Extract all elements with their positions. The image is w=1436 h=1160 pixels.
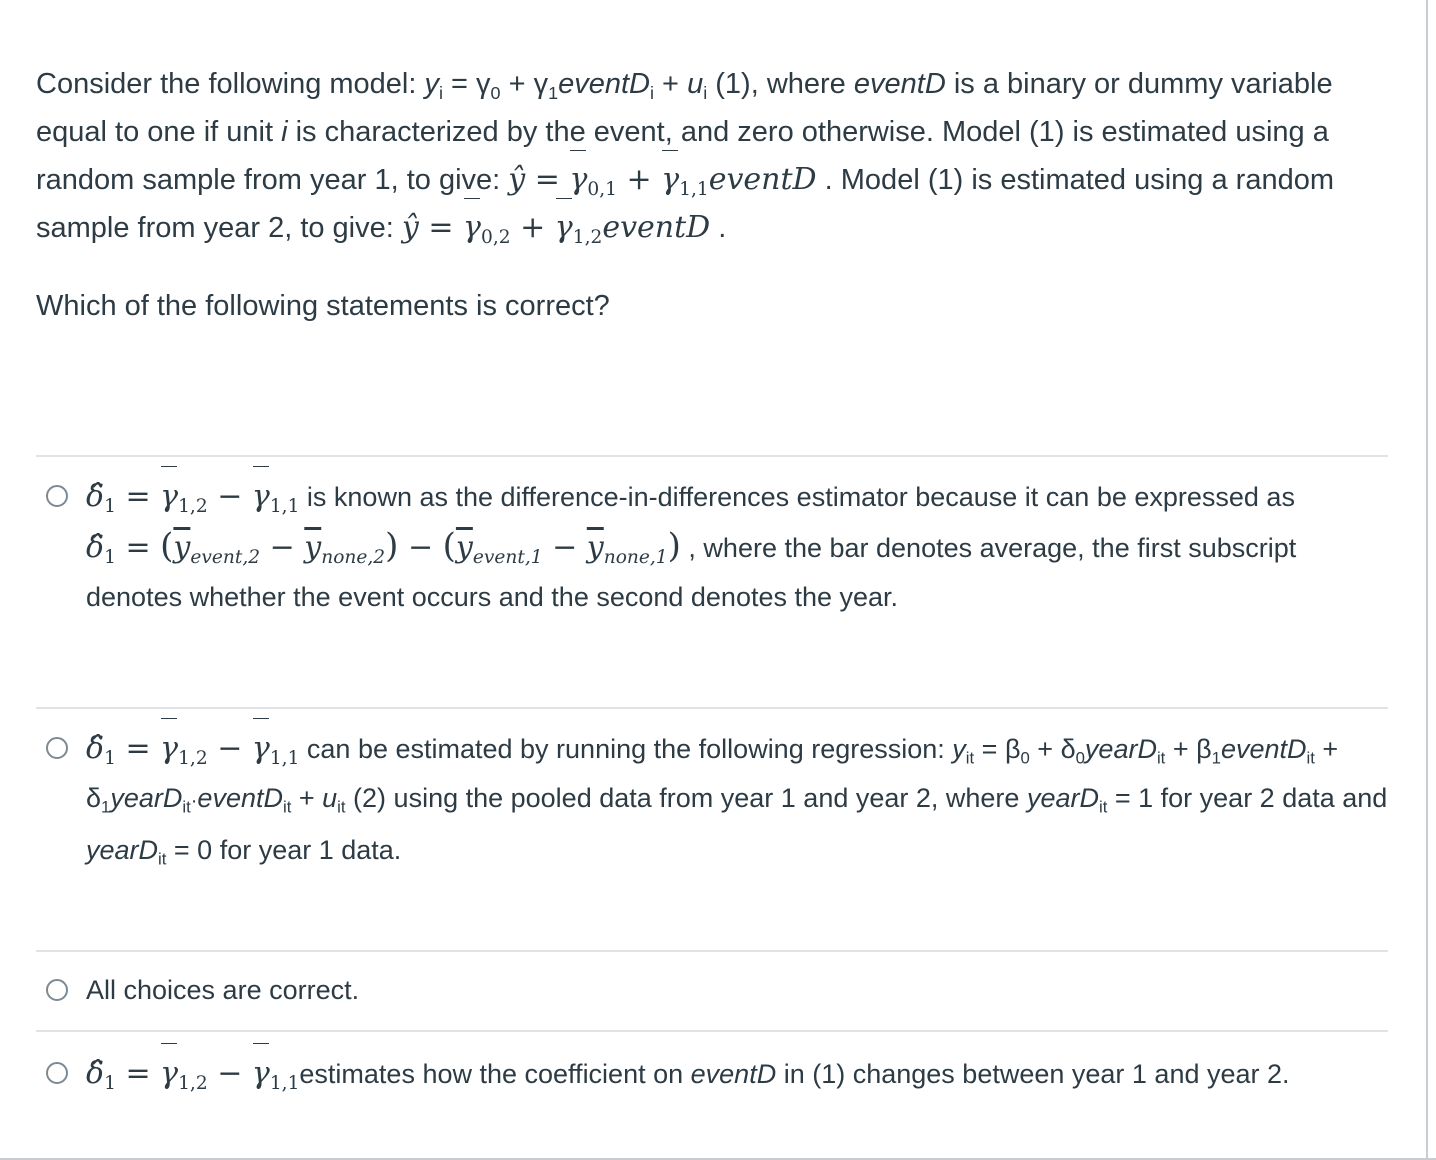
question-intro: Consider the following model: — [36, 68, 425, 100]
choice-divider — [36, 707, 1388, 709]
delta-hat-expression: $\deltâ_1 = \gamma_{1,2} - \gamma_{1,1}$ — [86, 1056, 299, 1091]
regression-equation: $y_{it} = \beta_0$ + $\delta_0yearD_{it}$ + $\beta_1eventD_{it}$ + $\delta_1yearD_{it}\cdot eventD_{it} + u_{it}$ — [86, 734, 1339, 817]
radio-button[interactable] — [46, 979, 68, 1001]
question-stem: Consider the following model: $y_i = \gamma_0$ + $\gamma_1eventD_i + u_i$ (1), where eventD is a binary or dummy variable equal to one if unit i is characterized by the event, and zero otherwise. Model (1) is estimated using a random sample from year 1, to give: ŷ = $\gamma_{0,1}$ + $\gamma_{1,1}eventD$ . Model (1) is estimated using a random sample from year 2, to give: ŷ = $\gamma_{0,2}$ + $\gamma_{1,2}eventD$ . — [36, 60, 1396, 252]
question-year2: Model (1) is estimated using a random sample from year 2, to give: — [36, 164, 1335, 244]
question-text — [36, 60, 1396, 330]
choice-option-1[interactable] — [36, 472, 1388, 622]
radio-button[interactable] — [46, 485, 68, 507]
choice-option-2[interactable] — [36, 724, 1388, 875]
question-definition: is a binary or dummy variable equal to one if unit — [36, 68, 1333, 148]
choice-divider — [36, 455, 1388, 457]
fitted-model-year1: ŷ = $\gamma_{0,1}$ + $\gamma_{1,1}eventD$ — [508, 162, 816, 197]
choice-label: $\deltâ_1 = \gamma_{1,2} - \gamma_{1,1}$ can be estimated by running the following regression: $y_{it} = \beta_0$ + $\delta_0yearD_{it}$ + $\beta_1eventD_{it}$ + $\delta_1yearD_{it}\cdot eventD_{it} + u_{it}$ (2) using the pooled data from year 1 and year 2, where yearD$_{it}$ = 1 for year 2 data and yearD$_{it}$ = 0 for year 1 data. — [86, 724, 1388, 875]
radio-button[interactable] — [46, 737, 68, 759]
eventD-term: eventD — [558, 68, 650, 100]
delta-hat-expression: $\deltâ_1 = \gamma_{1,2} - \gamma_{1,1}$ — [86, 479, 299, 514]
choice-label: All choices are correct. — [86, 975, 360, 1005]
delta-hat-expression: $\deltâ_1 = \gamma_{1,2} - \gamma_{1,1}$ — [86, 731, 299, 766]
choice-label: $\deltâ_1 = \gamma_{1,2}$ − $\gamma_{1,1}estimates$ how the coefficient on eventD in (1) changes between year 1 and year 2. — [86, 1049, 1388, 1099]
choice-divider — [36, 1030, 1388, 1032]
question-where: (1), where — [707, 68, 854, 100]
question-prompt: Which of the following statements is correct? — [36, 290, 610, 322]
window-right-edge — [1426, 0, 1436, 1160]
choice-label: $\deltâ_1 = \gamma_{1,2} - \gamma_{1,1}$ is known as the difference-in-differences estimator because it can be expressed as $\deltâ_1 = (\overline{y}_{event,2} - \overline{y}_{none,2}) - (\overline{y}_{event,1} - \overline{y}_{none,1})$ , where the bar denotes average, the first subscript denotes whether the event occurs and the second denotes the year. — [86, 472, 1388, 622]
did-means-expression: $\deltâ_1 = (\overline{y}_{event,2} - \overline{y}_{none,2}) - (\overline{y}_{event,1} - \overline{y}_{none,1})$ — [86, 526, 681, 568]
eventD-term: eventD — [853, 68, 946, 100]
unit-i: i — [281, 116, 288, 148]
radio-button[interactable] — [46, 1062, 68, 1084]
choice-option-3[interactable] — [36, 966, 1388, 1015]
fitted-model-year2: ŷ = $\gamma_{0,2}$ + $\gamma_{1,2}eventD$ — [402, 210, 710, 245]
question-year1: is characterized by the event, and zero otherwise. Model (1) is estimated using a random sample from year 1, to give: — [36, 116, 1329, 196]
choice-option-4[interactable] — [36, 1049, 1388, 1099]
choice-divider — [36, 950, 1388, 952]
